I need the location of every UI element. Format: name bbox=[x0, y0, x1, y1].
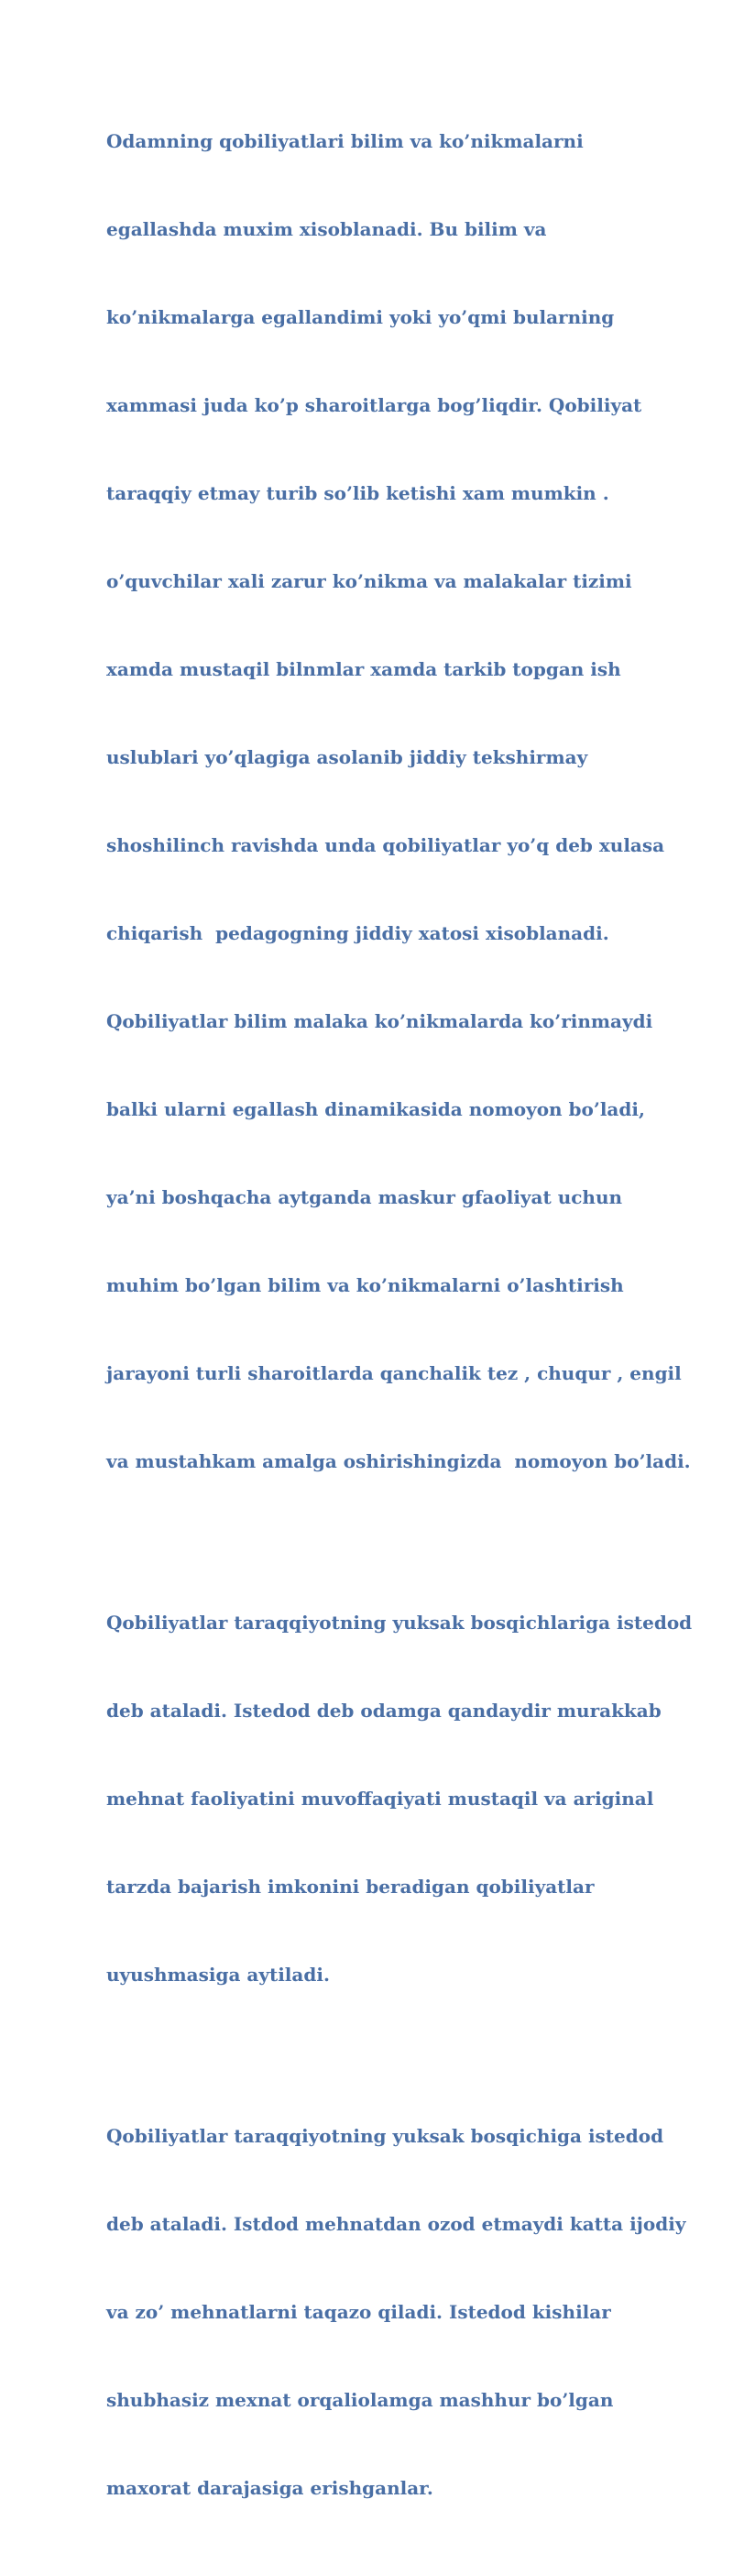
text-line: xamda mustaqil bilnmlar xamda tarkib topgan ish bbox=[106, 658, 621, 680]
text-line: xammasi juda ko’p sharoitlarga bog’liqdir. Qobiliyat bbox=[106, 394, 642, 416]
text-line: maxorat darajasiga erishganlar. bbox=[106, 2477, 433, 2499]
text-line: Qobiliyatlar taraqqiyotning yuksak bosqichiga istedod bbox=[106, 2125, 664, 2147]
text-line: shoshilinch ravishda unda qobiliyatlar yo’q deb xulasa bbox=[106, 834, 665, 856]
text-line: va mustahkam amalga oshirishingizda nomoyon bo’ladi. bbox=[106, 1450, 691, 1472]
text-line: o’quvchilar xali zarur ko’nikma va malakalar tizimi bbox=[106, 570, 632, 592]
paragraph-3 bbox=[106, 2063, 684, 2561]
text-line: uslublari yo’qlagiga asolanib jiddiy tekshirmay bbox=[106, 746, 588, 768]
text-line: egallashda muxim xisoblanadi. Bu bilim va bbox=[106, 218, 547, 240]
document-body bbox=[106, 68, 693, 2576]
text-line: chiqarish pedagogning jiddiy xatosi xisoblanadi. bbox=[106, 922, 609, 944]
text-line: uyushmasiga aytiladi. bbox=[106, 1964, 330, 1986]
text-line: deb ataladi. Istdod mehnatdan ozod etmaydi katta ijodiy bbox=[106, 2213, 686, 2235]
text-line: ko’nikmalarga egallandimi yoki yo’qmi bularning bbox=[106, 306, 615, 328]
text-line: muhim bo’lgan bilim va ko’nikmalarni o’lashtirish bbox=[106, 1274, 624, 1296]
text-line: mehnat faoliyatini muvoffaqiyati mustaqil va ariginal bbox=[106, 1788, 654, 1810]
text-line: jarayoni turli sharoitlarda qanchalik tez , chuqur , engil bbox=[106, 1362, 682, 1384]
text-line: va zo’ mehnatlarni taqazo qiladi. Istedod kishilar bbox=[106, 2301, 611, 2323]
text-line: taraqqiy etmay turib so’lib ketishi xam mumkin . bbox=[106, 482, 609, 504]
text-line: tarzda bajarish imkonini beradigan qobiliyatlar bbox=[106, 1876, 595, 1898]
text-line: Qobiliyatlar taraqqiyotning yuksak bosqichlariga istedod bbox=[106, 1612, 693, 1634]
text-line: ya’ni boshqacha aytganda maskur gfaoliyat uchun bbox=[106, 1186, 623, 1208]
text-line: balki ularni egallash dinamikasida nomoyon bo’ladi, bbox=[106, 1098, 645, 1120]
paragraph-1 bbox=[106, 68, 691, 1535]
paragraph-2 bbox=[106, 1549, 693, 2048]
text-line: Qobiliyatlar bilim malaka ko’nikmalarda ko’rinmaydi bbox=[106, 1010, 653, 1032]
text-line: deb ataladi. Istedod deb odamga qandaydir murakkab bbox=[106, 1700, 662, 1722]
text-line: Odamning qobiliyatlari bilim va ko’nikmalarni bbox=[106, 130, 584, 152]
text-line: shubhasiz mexnat orqaliolamga mashhur bo’lgan bbox=[106, 2389, 614, 2411]
